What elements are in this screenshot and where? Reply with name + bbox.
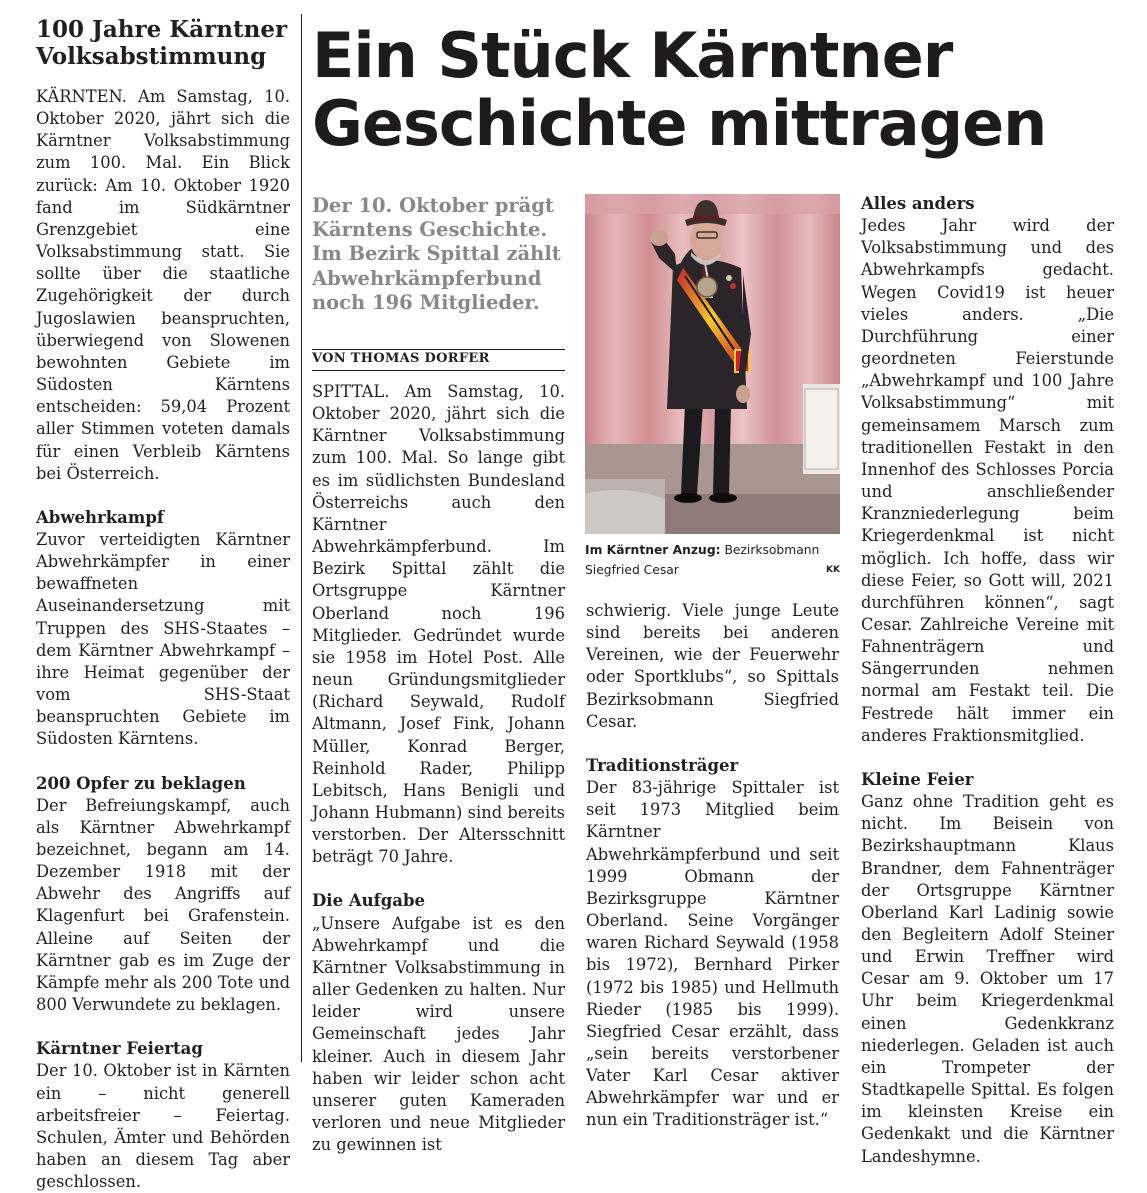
heading-kleine-feier: Kleine Feier <box>861 769 974 789</box>
byline: VON THOMAS DORFER <box>312 351 490 366</box>
article-paragraph-6: Ganz ohne Tradition geht es nicht. Im Beisein von Bezirkshauptmann Klaus Brandner, dem Fahnenträger der Ortsgruppe Kärntner Oberland Karl Ladinig sowie den Begleitern Adolf Steiner und Erwin Treffner wird Cesar am 9. Oktober um 17 Uhr beim Kriegerdenkmal einen Gedenkkranz niederlegen. Geladen ist auch ein Trompeter der Stadtkapelle Spittal. Es folgen im kleinsten Kreise ein Gedenkakt und die Kärntner Landeshymne. <box>861 792 1114 1166</box>
photo-credit: KK <box>826 565 840 575</box>
headline <box>312 19 1142 160</box>
photo-illustration <box>585 194 840 534</box>
sidebar-column <box>36 86 290 1193</box>
caption-label: Im Kärntner Anzug: <box>585 543 721 557</box>
heading-traditionstraeger: Traditionsträger <box>586 755 739 775</box>
article-paragraph-4: Der 83-jährige Spittaler ist seit 1973 Mitglied beim Kärntner Abwehrkämpferbund und seit 1999 Obmann der Bezirksgruppe Kärntner Oberland. Seine Vorgänger waren Richard Seywald (1958 bis 1972), Bernhard Pirker (1972 bis 1985) und Hellmuth Rieder (1985 bis 1999). Siegfried Cesar erzählt, dass „sein bereits verstorbener Vater Karl Cesar aktiver Abwehrkämpfer war und er nun ein Traditionsträger ist.“ <box>586 778 839 1130</box>
lead-text: Der 10. Oktober prägt Kärntens Geschichte. Im Bezirk Spittal zählt Abwehrkämpferbund noch 196 Mitglieder. <box>312 194 561 314</box>
article-column-2 <box>586 600 839 1132</box>
sidebar-intro: KÄRNTEN. Am Samstag, 10. Oktober 2020, jährt sich die Kärntner Volksabstimmung zum 100. Mal. Ein Blick zurück: Am 10. Oktober 1920 fand im Südkärntner Grenzgebiet eine Volksabstimmung statt. Sie sollte über die staatliche Zugehörigkeit der durch Jugoslawien beanspruchten, überwiegend von Slowenen bewohnten Gebiete im Südosten Kärntens entscheiden: 59,04 Prozent aller Stimmen voteten damals für einen Verbleib Kärntens bei Österreich. <box>36 87 290 483</box>
heading-die-aufgabe: Die Aufgabe <box>312 891 425 911</box>
article-column-3 <box>861 193 1114 1168</box>
article-column-1 <box>312 381 565 1156</box>
byline-rule-top <box>312 349 565 350</box>
caption-text: Bezirksobmann Siegfried Cesar <box>585 543 820 577</box>
sidebar-paragraph-opfer: Der Befreiungskampf, auch als Kärntner Abwehrkampf bezeichnet, begann am 14. Dezember 1918 mit der Abwehr des Angriffs auf Klagenfurt bei Grafenstein. Alleine auf Seiten der Kärntner gab es im Zuge der Kämpfe mehr als 200 Tote und 800 Verwundete zu beklagen. <box>36 795 290 1015</box>
sidebar-heading-abwehrkampf: Abwehrkampf <box>36 507 164 527</box>
article-paragraph-3: schwierig. Viele junge Leute sind bereits bei anderen Vereinen, wie der Feuerwehr oder Sportklubs“, so Spittals Bezirksobmann Siegfried Cesar. <box>586 601 839 731</box>
sidebar-paragraph-feiertag: Der 10. Oktober ist in Kärnten ein – nicht generell arbeitsfreier – Feiertag. Schulen, Ämter und Behörden haben an diesem Tag aber geschlossen. <box>36 1061 290 1192</box>
heading-alles-anders: Alles anders <box>861 194 975 213</box>
headline-line2: Geschichte mittragen <box>312 87 1047 160</box>
photo-caption <box>585 540 840 580</box>
sidebar-title-line2: Volksabstimmung <box>36 43 267 70</box>
photo-siegfried-cesar <box>585 194 840 534</box>
sidebar-paragraph-abwehrkampf: Zuvor verteidigten Kärntner Abwehrkämpfer in einer bewaffneten Auseinandersetzung mit Truppen des SHS-Staates – dem Kärntner Abwehrkampf – ihre Heimat gegenüber der vom SHS-Staat beanspruchten Gebiete im Südosten Kärntens. <box>36 529 290 749</box>
byline-rule-bottom <box>312 370 565 371</box>
article-paragraph-5: Jedes Jahr wird der Volksabstimmung und des Abwehrkampfs gedacht. Wegen Covid19 ist heuer vieles anders. „Die Durchführung einer geordneten Feierstunde „Abwehrkampf und 100 Jahre Volksabstimmung“ mit gemeinsamem Marsch zum traditionellen Festakt in den Innenhof des Schlosses Porcia und anschließender Kranzniederlegung beim Kriegerdenkmal ist nicht möglich. Ich hoffe, dass wir diese Feier, so Gott will, 2021 durchführen können“, sagt Cesar. Zahlreiche Vereine mit Fahnenträgern und Sängerrunden nehmen normal am Festakt teil. Die Festrede hält immer ein anderes Fraktionsmitglied. <box>861 216 1114 745</box>
article-paragraph-1: SPITTAL. Am Samstag, 10. Oktober 2020, jährt sich die Kärntner Volksabstimmung zum 100. Mal. So lange gibt es im südlichsten Bundesland Österreichs auch den Kärntner Abwehrkämpferbund. Im Bezirk Spittal zählt die Ortsgruppe Kärntner Oberland noch 196 Mitglieder. Gedründet wurde sie 1958 im Hotel Post. Alle neun Gründungsmitglieder (Richard Seywald, Rudolf Altmann, Josef Fink, Johann Müller, Konrad Berger, Reinhold Rader, Philipp Lebitsch, Hans Benigli und Johann Hubmann) sind bereits verstorben. Der Altersschnitt beträgt 70 Jahre. <box>312 382 565 867</box>
sidebar-title-line1: 100 Jahre Kärntner <box>36 16 288 43</box>
headline-line1: Ein Stück Kärntner <box>312 19 953 92</box>
article-paragraph-2: „Unsere Aufgabe ist es den Abwehrkampf und die Kärntner Volksabstimmung in aller Gedenken zu halten. Nur leider wird unsere Gemeinschaft jedes Jahr kleiner. Auch in diesem Jahr haben wir leider schon acht unserer guten Kameraden verloren und neue Mitglieder zu gewinnen ist <box>312 913 565 1155</box>
sidebar-heading-opfer: 200 Opfer zu beklagen <box>36 773 246 793</box>
column-divider <box>301 14 302 1062</box>
sidebar-title <box>36 16 296 70</box>
sidebar-heading-feiertag: Kärntner Feiertag <box>36 1039 203 1059</box>
